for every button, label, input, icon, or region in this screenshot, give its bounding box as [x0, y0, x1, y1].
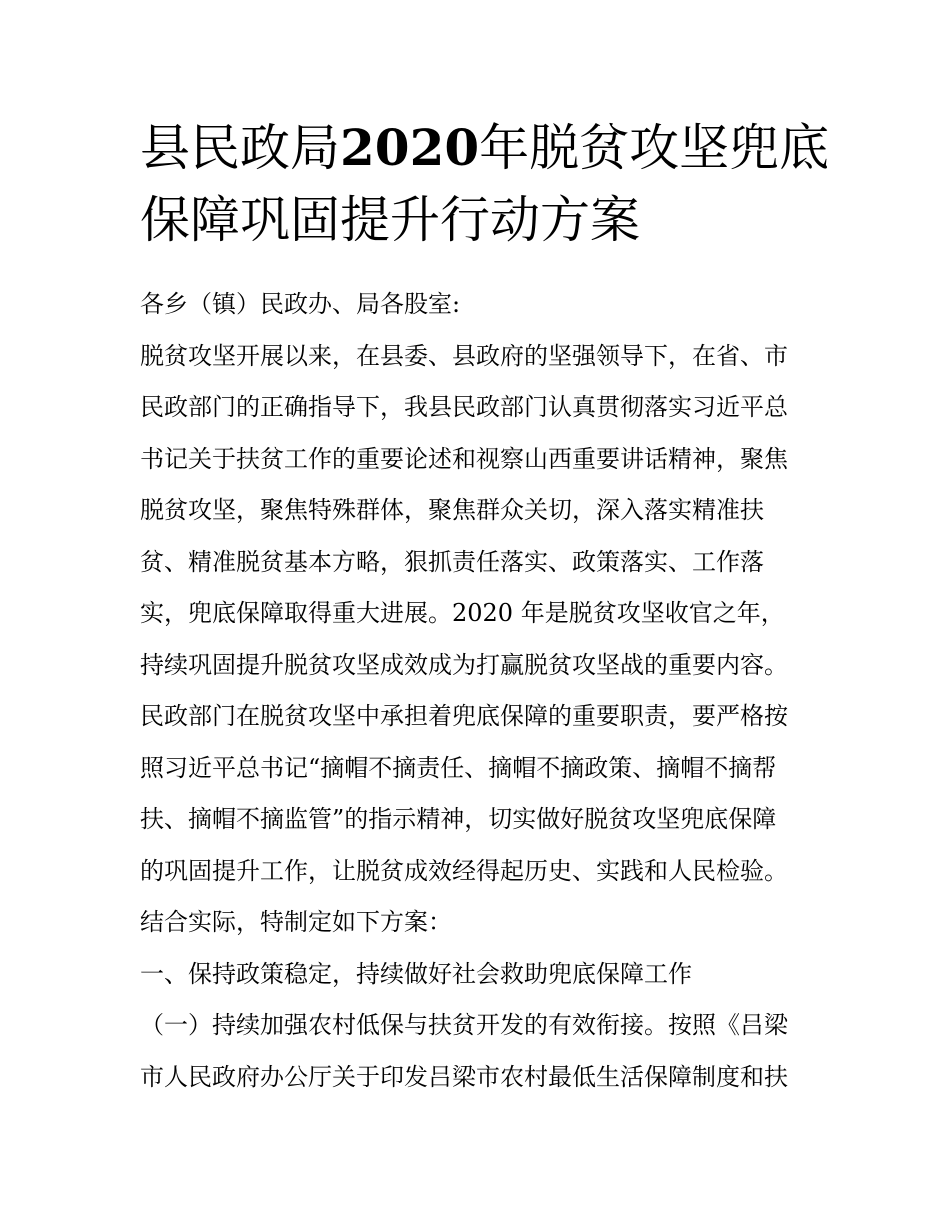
title-text: 年脱贫攻坚兜底: [479, 119, 830, 177]
body-line: 扶、摘帽不摘监管”的指示精神，切实做好脱贫攻坚兜底保障: [140, 805, 777, 833]
body-line: 脱贫攻坚开展以来，在县委、县政府的坚强领导下，在省、市: [140, 341, 788, 370]
body-line: 书记关于扶贫工作的重要论述和视察山西重要讲话精神，聚焦: [140, 444, 788, 473]
title-text: 县民政局: [140, 119, 340, 177]
body-line: 照习近平总书记“摘帽不摘责任、摘帽不摘政策、摘帽不摘帮: [140, 753, 777, 782]
body-line: 实，兜底保障取得重大进展。2020 年是脱贫攻坚收官之年，: [140, 599, 785, 627]
document-title: [140, 112, 830, 256]
document-body: [140, 280, 830, 1104]
section-heading-1: 一、保持政策稳定，持续做好社会救助兜底保障工作: [140, 959, 692, 988]
body-line: 的巩固提升工作，让脱贫成效经得起历史、实践和人民检验。: [140, 856, 788, 885]
title-year: 2020: [340, 118, 480, 177]
body-line: 贫、精准脱贫基本方略，狠抓责任落实、政策落实、工作落: [140, 547, 764, 576]
body-line: 市人民政府办公厅关于印发吕梁市农村最低生活保障制度和扶: [140, 1062, 788, 1091]
title-line-2: 保障巩固提升行动方案: [140, 191, 640, 249]
title-line-1: [140, 112, 830, 184]
subsection-heading-1: （一）持续加强农村低保与扶贫开发的有效衔接。按照《吕梁: [140, 1011, 788, 1039]
salutation: 各乡（镇）民政办、局各股室:: [140, 290, 461, 318]
body-line: 结合实际，特制定如下方案：: [140, 908, 452, 936]
body-line: 持续巩固提升脱贫攻坚成效成为打赢脱贫攻坚战的重要内容。: [140, 650, 788, 679]
body-line: 脱贫攻坚，聚焦特殊群体，聚焦群众关切，深入落实精准扶: [140, 496, 764, 524]
body-line: 民政部门的正确指导下，我县民政部门认真贯彻落实习近平总: [140, 393, 788, 421]
body-line: 民政部门在脱贫攻坚中承担着兜底保障的重要职责，要严格按: [140, 702, 788, 730]
